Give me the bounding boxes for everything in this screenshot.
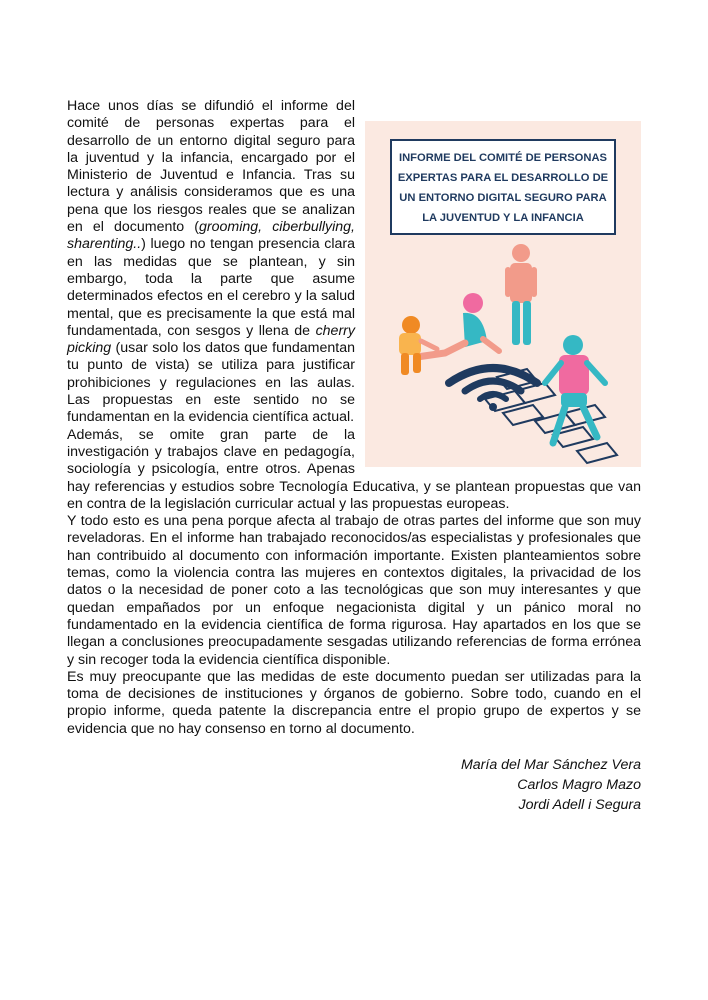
p1-text-c: (usar solo los datos que fundamentan tu punto de vista) se utiliza para justificar prohibiciones y regulaciones en las aulas. Las propuestas en este sentido no se fundamentan en la evidencia científica actual. (67, 340, 355, 426)
signature-block (67, 755, 641, 815)
paragraph-3: Y todo esto es una pena porque afecta al trabajo de otras partes del informe que son muy reveladoras. En el informe han trabajado reconocidos/as especialistas y profesionales que han contribuido al documento con información importante. Existen planteamientos sobre temas, como la violencia contra las mujeres en contextos digitales, la privacidad de los datos o la necesidad de poner coto a las tecnológicas que son muy interesantes y que quedan empañados por un enfoque negacionista digital y un pánico moral no fundamentado en la evidencia científica de forma rigurosa. Hay apartados en los que se llegan a conclusiones preocupadamente sesgadas utilizando referencias de forma errónea y sin recoger toda la evidencia científica disponible. (67, 513, 641, 668)
p1-italic-risks: grooming, ciberbullying, sharenting.. (67, 219, 355, 253)
p1-italic-cherry-picking: cherry picking (67, 322, 355, 357)
wifi-icon (449, 368, 537, 411)
title-line-3: UN ENTORNO DIGITAL SEGURO PARA (399, 192, 607, 204)
p1-text-b: ) luego no tengan presencia clara en las medidas que se plantean, y sin embargo, toda la parte que asume determinados efectos en el cerebro y la salud mental, que es precisamente la que está mal fundamentada, con sesgos y llena de (67, 236, 355, 339)
title-line-2: EXPERTAS PARA EL DESARROLLO DE (397, 172, 609, 184)
cover-illustration-svg (365, 121, 641, 467)
paragraph-2: Además, se omite gran parte de la investigación y trabajos clave en pedagogía, sociología y psicología, entre otros. Apenas hay referencias y estudios sobre Tecnología Educativa, y se plantean propuestas que van en contra de la legislación curricular actual y las propuestas europeas. (67, 426, 641, 512)
report-cover-illustration (365, 121, 641, 467)
document-body (67, 98, 641, 815)
signature-author-2: Carlos Magro Mazo (517, 776, 641, 793)
title-line-1: INFORME DEL COMITÉ DE PERSONAS (398, 152, 608, 164)
p1-text-a: Hace unos días se difundió el informe del comité de personas expertas para el desarrollo de un entorno digital seguro para la juventud y la infancia, encargado por el Ministerio de Juventud e Infancia. Tras su lectura y análisis consideramos que es una pena que los riesgos reales que se analizan en el documento ( (67, 98, 355, 236)
child-crouching (399, 316, 437, 375)
signature-author-1: María del Mar Sánchez Vera (460, 756, 641, 773)
signature-author-3: Jordi Adell i Segura (518, 796, 641, 813)
paragraph-4: Es muy preocupante que las medidas de este documento puedan ser utilizadas para la toma de decisiones de instituciones y órganos de gobierno. Sobre todo, cuando en el propio informe, queda patente la discrepancia entre el propio grupo de expertos y se evidencia que no hay consenso en torno al documento. (67, 668, 641, 737)
child-standing (505, 244, 537, 345)
title-line-4: LA JUVENTUD Y LA INFANCIA (422, 212, 584, 224)
child-hopping (545, 335, 605, 443)
